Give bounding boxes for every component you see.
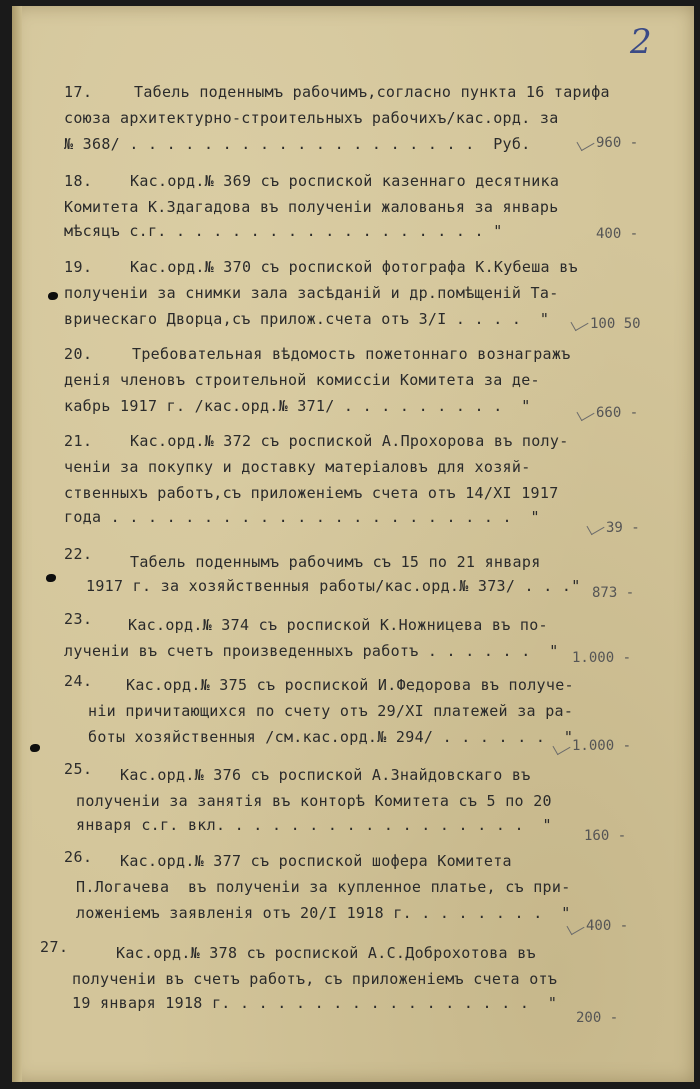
entry-number: 19. <box>64 258 93 276</box>
check-mark-icon <box>571 315 589 331</box>
ledger-entry-19 <box>0 258 700 338</box>
entry-amount: 1.000 - <box>572 650 632 666</box>
entry-number: 22. <box>64 545 93 563</box>
check-mark-icon <box>577 405 595 421</box>
entry-line: Комитета К.Здагадова въ полученіи жалованья за январь <box>64 198 559 216</box>
entry-number: 20. <box>64 345 93 363</box>
entry-amount: 200 - <box>576 1010 619 1026</box>
entry-line: года . . . . . . . . . . . . . . . . . . . . . . " <box>64 508 540 526</box>
entry-amount: 39 - <box>606 520 640 536</box>
entry-line: мѣсяцъ с.г. . . . . . . . . . . . . . . . . . " <box>64 222 503 240</box>
entry-number: 27. <box>40 938 69 956</box>
entry-line: Кас.орд.№ 374 съ роспиской К.Ножницева въ по- <box>128 616 548 634</box>
entry-amount: 160 - <box>584 828 627 844</box>
entry-line: Кас.орд.№ 376 съ роспиской А.Знайдовскаго въ <box>120 766 531 784</box>
entry-number: 24. <box>64 672 93 690</box>
entry-line: № 368/ . . . . . . . . . . . . . . . . . . . Руб. <box>64 135 531 153</box>
entry-number: 25. <box>64 760 93 778</box>
entry-line: ственныхъ работъ,съ приложеніемъ счета отъ 14/XI 1917 <box>64 484 559 502</box>
entry-number: 17. <box>64 83 93 101</box>
entry-line: января с.г. вкл. . . . . . . . . . . . . . . . . " <box>76 816 552 834</box>
entry-line: врическаго Дворца,съ прилож.счета отъ 3/I . . . . " <box>64 310 550 328</box>
entry-amount: 660 - <box>596 405 639 421</box>
entry-line: полученіи за снимки зала засѣданій и др.помѣщеній Та- <box>64 284 559 302</box>
entry-amount: 400 - <box>596 226 639 242</box>
entry-line: Кас.орд.№ 375 съ роспиской И.Федорова въ получе- <box>126 676 574 694</box>
entry-line: ніи причитающихся по счету отъ 29/XI платежей за ра- <box>88 702 574 720</box>
entry-line: Кас.орд.№ 377 съ роспиской шофера Комитета <box>120 852 512 870</box>
entry-line: Табель поденнымъ рабочимъ,согласно пункта 16 тарифа <box>134 83 610 101</box>
entry-line: 19 января 1918 г. . . . . . . . . . . . . . . . . " <box>72 994 558 1012</box>
check-mark-icon <box>577 135 595 151</box>
entry-line: П.Логачева въ полученіи за купленное платье, съ при- <box>76 878 571 896</box>
ledger-entry-21 <box>0 432 700 536</box>
ledger-entry-24 <box>0 672 700 752</box>
entry-line: полученіи за занятія въ конторѣ Комитета съ 5 по 20 <box>76 792 552 810</box>
ledger-entry-27 <box>0 938 700 1026</box>
entry-line: Требовательная вѣдомость пожетоннаго вознагражъ <box>132 345 571 363</box>
entry-line: союза архитектурно-строительныхъ рабочихъ/кас.орд. за <box>64 109 559 127</box>
entry-line: денія членовъ строительной комиссіи Комитета за де- <box>64 371 540 389</box>
entry-line: 1917 г. за хозяйственныя работы/кас.орд.№ 373/ . . ." <box>86 577 581 595</box>
entry-line: лученіи въ счетъ произведенныхъ работъ . . . . . . " <box>64 642 559 660</box>
entry-line: Кас.орд.№ 378 съ роспиской А.С.Доброхотова въ <box>116 944 536 962</box>
entry-line: Кас.орд.№ 372 съ роспиской А.Прохорова въ полу- <box>130 432 569 450</box>
entry-amount: 400 - <box>586 918 629 934</box>
ledger-entry-18 <box>0 172 700 252</box>
entry-amount: 100 50 <box>590 316 641 332</box>
entry-line: ченіи за покупку и доставку матеріаловъ для хозяй- <box>64 458 531 476</box>
entry-amount: 1.000 - <box>572 738 632 754</box>
ledger-entry-25 <box>0 760 700 844</box>
entry-amount: 873 - <box>592 585 635 601</box>
entry-line: ложеніемъ заявленія отъ 20/I 1918 г. . . . . . . . " <box>76 904 571 922</box>
entry-line: Кас.орд.№ 369 съ роспиской казеннаго десятника <box>130 172 560 190</box>
entry-number: 23. <box>64 610 93 628</box>
ledger-entry-17 <box>0 83 700 163</box>
entry-line: Табель поденнымъ рабочимъ съ 15 по 21 января <box>130 553 541 571</box>
entry-number: 26. <box>64 848 93 866</box>
entry-amount: 960 - <box>596 135 639 151</box>
entry-number: 21. <box>64 432 93 450</box>
entry-line: полученіи въ счетъ работъ, съ приложеніемъ счета отъ <box>72 970 558 988</box>
handwritten-page-number: 2 <box>630 22 652 62</box>
entry-line: кабрь 1917 г. /кас.орд.№ 371/ . . . . . . . . . " <box>64 397 531 415</box>
entry-line: Кас.орд.№ 370 съ роспиской фотографа К.Кубеша въ <box>130 258 578 276</box>
entry-number: 18. <box>64 172 93 190</box>
entry-line: боты хозяйственныя /см.кас.орд.№ 294/ . . . . . . " <box>88 728 574 746</box>
ledger-entry-26 <box>0 848 700 934</box>
ledger-entry-20 <box>0 345 700 425</box>
